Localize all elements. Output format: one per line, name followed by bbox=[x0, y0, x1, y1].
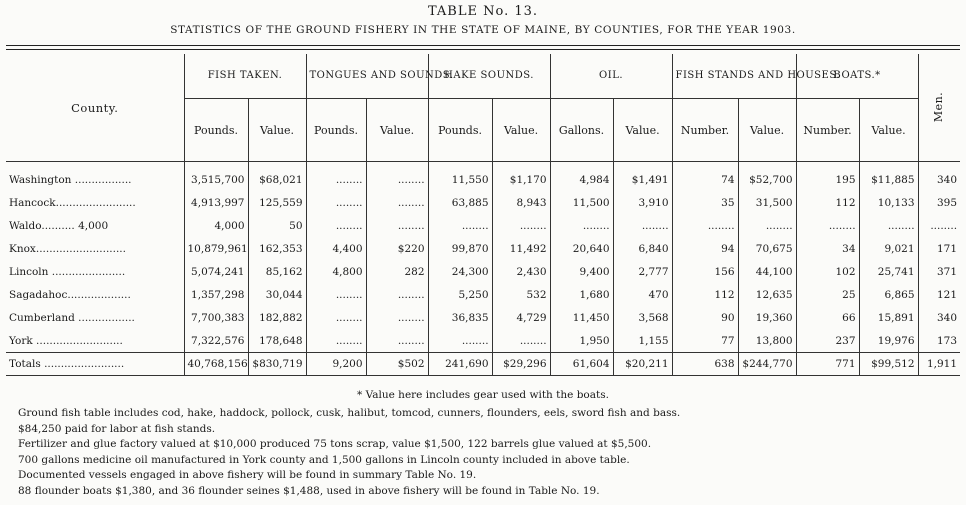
top-rule-double bbox=[6, 49, 960, 50]
value-cell: ........ bbox=[366, 283, 428, 306]
value-cell: 10,133 bbox=[859, 191, 918, 214]
county-cell: Waldo.......... 4,000 bbox=[9, 219, 109, 232]
note-line: 88 flounder boats $1,380, and 36 flounder seines $1,488, used in above fishery will be found in Table No. 19. bbox=[18, 484, 600, 497]
table-row bbox=[6, 162, 960, 192]
value-cell: ........ bbox=[550, 214, 613, 237]
value-cell: ........ bbox=[428, 214, 492, 237]
men-header-label: Men. bbox=[932, 91, 946, 123]
value-cell: $1,491 bbox=[613, 162, 672, 192]
value-cell: 50 bbox=[248, 214, 306, 237]
page-subtitle: STATISTICS OF THE GROUND FISHERY IN THE STATE OF MAINE, BY COUNTIES, FOR THE YEAR 1903. bbox=[170, 24, 796, 36]
value-cell: ........ bbox=[306, 214, 366, 237]
value-cell: 340 bbox=[918, 306, 960, 329]
value-cell: $29,296 bbox=[492, 353, 550, 376]
value-cell: $830,719 bbox=[248, 353, 306, 376]
value-cell: 11,450 bbox=[550, 306, 613, 329]
county-cell: Lincoln ...................... bbox=[9, 265, 126, 278]
value-cell: 1,950 bbox=[550, 329, 613, 353]
value-cell: 638 bbox=[672, 353, 738, 376]
value-cell: 7,700,383 bbox=[184, 306, 248, 329]
value-cell: 4,400 bbox=[306, 237, 366, 260]
value-cell: 112 bbox=[672, 283, 738, 306]
value-cell: 4,800 bbox=[306, 260, 366, 283]
sub-header: Value. bbox=[248, 99, 306, 162]
note-line: Ground fish table includes cod, hake, haddock, pollock, cusk, halibut, tomcod, cunners, flounders, eels, sword fish and bass. bbox=[18, 407, 681, 419]
value-cell: 25,741 bbox=[859, 260, 918, 283]
value-cell: 30,044 bbox=[248, 283, 306, 306]
table-row bbox=[6, 329, 960, 353]
value-cell: ........ bbox=[918, 214, 960, 237]
group-header: OIL. bbox=[550, 54, 672, 99]
value-cell: 25 bbox=[796, 283, 859, 306]
value-cell: 195 bbox=[796, 162, 859, 192]
value-cell: $220 bbox=[366, 237, 428, 260]
value-cell: 5,074,241 bbox=[184, 260, 248, 283]
sub-header: Value. bbox=[859, 99, 918, 162]
value-cell: 74 bbox=[672, 162, 738, 192]
value-cell: 44,100 bbox=[738, 260, 796, 283]
value-cell: ........ bbox=[366, 329, 428, 353]
value-cell: 77 bbox=[672, 329, 738, 353]
value-cell: 19,360 bbox=[738, 306, 796, 329]
value-cell: ........ bbox=[366, 306, 428, 329]
value-cell: 1,155 bbox=[613, 329, 672, 353]
county-cell: Hancock........................ bbox=[9, 196, 136, 209]
county-header: County. bbox=[6, 54, 184, 162]
value-cell: 2,430 bbox=[492, 260, 550, 283]
value-cell: 3,910 bbox=[613, 191, 672, 214]
sub-header: Pounds. bbox=[184, 99, 248, 162]
sub-header: Gallons. bbox=[550, 99, 613, 162]
value-cell: 35 bbox=[672, 191, 738, 214]
boats-footnote: * Value here includes gear used with the boats. bbox=[357, 389, 609, 401]
value-cell: 6,865 bbox=[859, 283, 918, 306]
value-cell: 7,322,576 bbox=[184, 329, 248, 353]
value-cell: 8,943 bbox=[492, 191, 550, 214]
value-cell: 4,984 bbox=[550, 162, 613, 192]
value-cell: 4,729 bbox=[492, 306, 550, 329]
value-cell: 9,400 bbox=[550, 260, 613, 283]
sub-header: Pounds. bbox=[306, 99, 366, 162]
value-cell: 10,879,961 bbox=[184, 237, 248, 260]
value-cell: 34 bbox=[796, 237, 859, 260]
table-row bbox=[6, 191, 960, 214]
value-cell: 85,162 bbox=[248, 260, 306, 283]
value-cell: 24,300 bbox=[428, 260, 492, 283]
value-cell: 4,913,997 bbox=[184, 191, 248, 214]
value-cell: 125,559 bbox=[248, 191, 306, 214]
value-cell: 2,777 bbox=[613, 260, 672, 283]
value-cell: 19,976 bbox=[859, 329, 918, 353]
value-cell: 1,911 bbox=[918, 353, 960, 376]
notes-block bbox=[18, 406, 958, 500]
value-cell: ........ bbox=[738, 214, 796, 237]
note-line: $84,250 paid for labor at fish stands. bbox=[18, 422, 216, 435]
value-cell: 156 bbox=[672, 260, 738, 283]
value-cell: 12,635 bbox=[738, 283, 796, 306]
county-cell: Cumberland ................. bbox=[9, 311, 135, 324]
value-cell: 3,515,700 bbox=[184, 162, 248, 192]
value-cell: $1,170 bbox=[492, 162, 550, 192]
value-cell: 771 bbox=[796, 353, 859, 376]
value-cell: 6,840 bbox=[613, 237, 672, 260]
value-cell: 5,250 bbox=[428, 283, 492, 306]
value-cell: ........ bbox=[306, 283, 366, 306]
value-cell: ........ bbox=[613, 214, 672, 237]
value-cell: 90 bbox=[672, 306, 738, 329]
sub-header: Value. bbox=[366, 99, 428, 162]
value-cell: 99,870 bbox=[428, 237, 492, 260]
value-cell: 13,800 bbox=[738, 329, 796, 353]
value-cell: ........ bbox=[366, 214, 428, 237]
sub-header: Value. bbox=[613, 99, 672, 162]
sub-header: Number. bbox=[672, 99, 738, 162]
value-cell: ........ bbox=[492, 214, 550, 237]
value-cell: 1,357,298 bbox=[184, 283, 248, 306]
value-cell: $11,885 bbox=[859, 162, 918, 192]
value-cell: ........ bbox=[306, 191, 366, 214]
value-cell: ........ bbox=[859, 214, 918, 237]
table-body bbox=[6, 162, 960, 376]
value-cell: $244,770 bbox=[738, 353, 796, 376]
value-cell: 1,680 bbox=[550, 283, 613, 306]
county-cell: York .......................... bbox=[9, 334, 123, 347]
county-cell: Sagadahoc................... bbox=[9, 288, 131, 301]
value-cell: ........ bbox=[366, 162, 428, 192]
group-header: FISH STANDS AND HOUSES. bbox=[672, 54, 796, 99]
value-cell: 63,885 bbox=[428, 191, 492, 214]
value-cell: 11,500 bbox=[550, 191, 613, 214]
totals-row bbox=[6, 353, 960, 376]
value-cell: 102 bbox=[796, 260, 859, 283]
value-cell: 371 bbox=[918, 260, 960, 283]
value-cell: 237 bbox=[796, 329, 859, 353]
value-cell: 470 bbox=[613, 283, 672, 306]
value-cell: 40,768,156 bbox=[184, 353, 248, 376]
value-cell: 31,500 bbox=[738, 191, 796, 214]
value-cell: 15,891 bbox=[859, 306, 918, 329]
header-group-row bbox=[6, 54, 960, 99]
note-line: Documented vessels engaged in above fishery will be found in summary Table No. 19. bbox=[18, 469, 477, 482]
value-cell: ........ bbox=[672, 214, 738, 237]
county-cell: Knox........................... bbox=[9, 242, 126, 255]
sub-header: Number. bbox=[796, 99, 859, 162]
sub-header: Value. bbox=[492, 99, 550, 162]
table-row bbox=[6, 283, 960, 306]
value-cell: ........ bbox=[428, 329, 492, 353]
value-cell: ........ bbox=[306, 329, 366, 353]
county-cell: Washington ................. bbox=[9, 173, 132, 186]
value-cell: ........ bbox=[306, 306, 366, 329]
value-cell: $52,700 bbox=[738, 162, 796, 192]
value-cell: 3,568 bbox=[613, 306, 672, 329]
value-cell: 173 bbox=[918, 329, 960, 353]
value-cell: 9,200 bbox=[306, 353, 366, 376]
group-header: TONGUES AND SOUNDS. bbox=[306, 54, 428, 99]
value-cell: $68,021 bbox=[248, 162, 306, 192]
value-cell: 121 bbox=[918, 283, 960, 306]
value-cell: 112 bbox=[796, 191, 859, 214]
value-cell: 395 bbox=[918, 191, 960, 214]
county-cell: Totals ........................ bbox=[6, 353, 184, 376]
value-cell: 282 bbox=[366, 260, 428, 283]
value-cell: 4,000 bbox=[184, 214, 248, 237]
group-header: FISH TAKEN. bbox=[184, 54, 306, 99]
value-cell: 20,640 bbox=[550, 237, 613, 260]
group-header: HAKE SOUNDS. bbox=[428, 54, 550, 99]
value-cell: ........ bbox=[796, 214, 859, 237]
value-cell: 11,492 bbox=[492, 237, 550, 260]
value-cell: 241,690 bbox=[428, 353, 492, 376]
sub-header: Value. bbox=[738, 99, 796, 162]
value-cell: 11,550 bbox=[428, 162, 492, 192]
value-cell: $99,512 bbox=[859, 353, 918, 376]
page-title: TABLE No. 13. bbox=[427, 4, 539, 19]
value-cell: $20,211 bbox=[613, 353, 672, 376]
men-header bbox=[918, 54, 960, 162]
value-cell: 532 bbox=[492, 283, 550, 306]
value-cell: 61,604 bbox=[550, 353, 613, 376]
value-cell: 162,353 bbox=[248, 237, 306, 260]
value-cell: 9,021 bbox=[859, 237, 918, 260]
value-cell: 94 bbox=[672, 237, 738, 260]
value-cell: 178,648 bbox=[248, 329, 306, 353]
value-cell: ........ bbox=[306, 162, 366, 192]
value-cell: ........ bbox=[366, 191, 428, 214]
value-cell: ........ bbox=[492, 329, 550, 353]
value-cell: 340 bbox=[918, 162, 960, 192]
group-header: BOATS.* bbox=[796, 54, 918, 99]
table-row bbox=[6, 260, 960, 283]
value-cell: 36,835 bbox=[428, 306, 492, 329]
table-row bbox=[6, 237, 960, 260]
value-cell: 171 bbox=[918, 237, 960, 260]
value-cell: 182,882 bbox=[248, 306, 306, 329]
table-row bbox=[6, 306, 960, 329]
note-line: Fertilizer and glue factory valued at $10,000 produced 75 tons scrap, value $1,500, 122 barrels glue valued at $5,500. bbox=[18, 438, 652, 451]
table-row bbox=[6, 214, 960, 237]
value-cell: 66 bbox=[796, 306, 859, 329]
note-line: 700 gallons medicine oil manufactured in York county and 1,500 gallons in Lincoln county included in above table. bbox=[18, 453, 630, 466]
statistics-table bbox=[6, 54, 960, 376]
value-cell: 70,675 bbox=[738, 237, 796, 260]
top-rule bbox=[6, 45, 960, 46]
value-cell: $502 bbox=[366, 353, 428, 376]
sub-header: Pounds. bbox=[428, 99, 492, 162]
